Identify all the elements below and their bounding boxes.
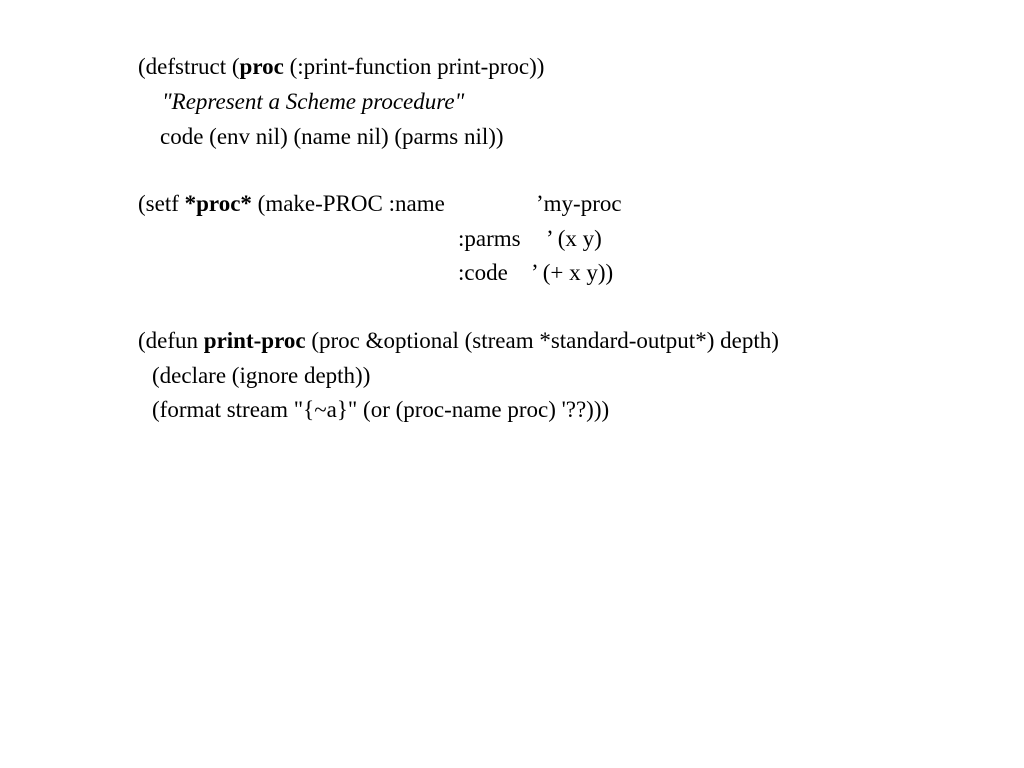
setf-open: (setf bbox=[138, 191, 185, 216]
name-value: ’my-proc bbox=[536, 191, 622, 216]
defstruct-options: (:print-function print-proc)) bbox=[283, 54, 545, 79]
defun-open: (defun bbox=[138, 328, 204, 353]
setf-line bbox=[138, 190, 445, 218]
docstring: "Represent a Scheme procedure" bbox=[162, 89, 465, 114]
struct-name: proc bbox=[239, 54, 284, 79]
code-value: ’ (+ x y)) bbox=[531, 260, 614, 285]
defun-line bbox=[138, 327, 779, 355]
global-var: *proc* bbox=[184, 191, 252, 216]
parms-key: :parms bbox=[458, 226, 521, 251]
function-name: print-proc bbox=[203, 328, 306, 353]
declare-line: (declare (ignore depth)) bbox=[152, 363, 371, 388]
parms-value: ’ (x y) bbox=[546, 226, 602, 251]
defstruct-open: (defstruct ( bbox=[138, 54, 240, 79]
format-line: (format stream "{~a}" (or (proc-name proc) '??))) bbox=[152, 397, 610, 422]
make-proc-call: (make-PROC :name bbox=[251, 191, 445, 216]
defstruct-line bbox=[138, 53, 544, 81]
code-key: :code bbox=[458, 260, 508, 285]
slots-line: code (env nil) (name nil) (parms nil)) bbox=[160, 124, 504, 149]
docstring-line bbox=[162, 88, 464, 116]
defun-args: (proc &optional (stream *standard-output*) depth) bbox=[305, 328, 779, 353]
